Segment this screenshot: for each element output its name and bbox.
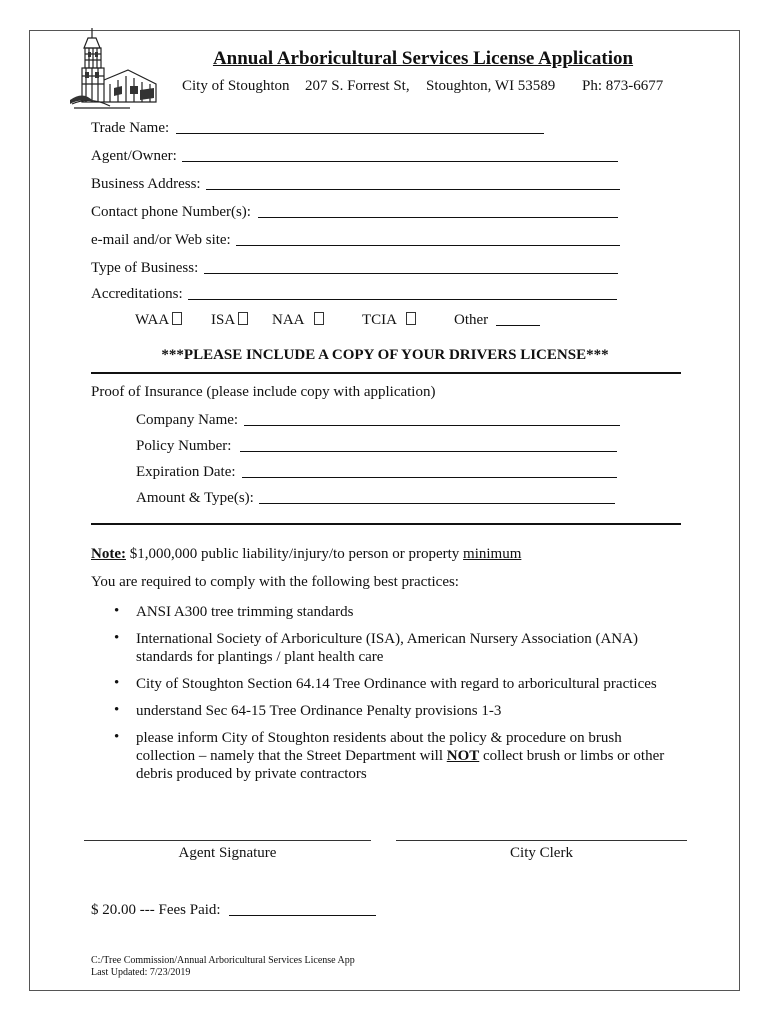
- practice-item-5-emphasis: NOT: [446, 748, 480, 764]
- business-address-label: Business Address:: [91, 176, 201, 192]
- header-street: 207 S. Forrest St,: [305, 78, 410, 94]
- checkbox-waa-box[interactable]: [172, 312, 182, 325]
- agent-owner-label: Agent/Owner:: [91, 148, 177, 164]
- checkbox-waa[interactable]: [135, 312, 182, 329]
- note-label: Note:: [91, 546, 126, 562]
- policy-number-field[interactable]: [240, 451, 617, 452]
- form-title: Annual Arboricultural Services License Application: [212, 48, 634, 69]
- header-city: City of Stoughton: [182, 78, 290, 94]
- bullet-marker: •: [114, 603, 120, 619]
- note-emphasis: minimum: [463, 546, 522, 562]
- checkbox-naa-box[interactable]: [314, 312, 324, 325]
- fees-paid-label: $ 20.00 --- Fees Paid:: [91, 902, 221, 918]
- practice-item-5: [136, 729, 676, 783]
- other-accreditation-field[interactable]: [496, 325, 540, 326]
- practices-intro: You are required to comply with the following best practices:: [91, 574, 459, 590]
- other-accreditation-label: Other: [454, 312, 489, 328]
- trade-name-field[interactable]: [176, 133, 544, 134]
- agent-signature-line[interactable]: [84, 840, 371, 841]
- agent-owner-field[interactable]: [182, 161, 618, 162]
- email-web-field[interactable]: [236, 245, 620, 246]
- checkbox-tcia[interactable]: [362, 312, 416, 329]
- footer-last-updated: Last Updated: 7/23/2019: [91, 967, 191, 978]
- expiration-date-label: Expiration Date:: [136, 464, 236, 480]
- city-clerk-signature-line[interactable]: [396, 840, 687, 841]
- practice-item-5-after: collect brush or limbs or other debris produced by private contractors: [136, 748, 665, 782]
- type-of-business-label: Type of Business:: [91, 260, 199, 276]
- other-accreditation: [454, 312, 488, 329]
- type-of-business-field[interactable]: [204, 273, 618, 274]
- city-clerk-label: City Clerk: [510, 845, 573, 861]
- insurance-heading: Proof of Insurance (please include copy with application): [91, 384, 436, 400]
- email-web-label: e-mail and/or Web site:: [91, 232, 231, 248]
- expiration-date-field[interactable]: [242, 477, 617, 478]
- checkbox-naa[interactable]: [272, 312, 324, 329]
- company-name-field[interactable]: [244, 425, 620, 426]
- trade-name-label: Trade Name:: [91, 120, 170, 136]
- company-name-label: Company Name:: [136, 412, 239, 428]
- bullet-marker: •: [114, 702, 120, 718]
- header-phone: Ph: 873-6677: [582, 78, 664, 94]
- bullet-marker: •: [114, 675, 120, 691]
- note-text: $1,000,000 public liability/injury/to person or property: [125, 546, 464, 562]
- section-divider-top: [91, 372, 681, 374]
- practice-item-5-before: please inform City of Stoughton residents about the policy & procedure on brush collection – namely that the Street Department will: [136, 730, 622, 764]
- footer-file-path: C:/Tree Commission/Annual Arboricultural Services License App: [91, 955, 355, 966]
- contact-phone-field[interactable]: [258, 217, 618, 218]
- amount-type-field[interactable]: [259, 503, 615, 504]
- contact-phone-label: Contact phone Number(s):: [91, 204, 251, 220]
- fees-paid-field[interactable]: [229, 915, 376, 916]
- checkbox-naa-label: NAA: [272, 312, 305, 328]
- bullet-marker: •: [114, 630, 120, 646]
- checkbox-isa-box[interactable]: [238, 312, 248, 325]
- accreditations-field[interactable]: [188, 299, 617, 300]
- practice-item-4: understand Sec 64-15 Tree Ordinance Penalty provisions 1-3: [136, 703, 502, 719]
- policy-number-label: Policy Number:: [136, 438, 232, 454]
- amount-type-label: Amount & Type(s):: [136, 490, 254, 506]
- header-city-state-zip: Stoughton, WI 53589: [426, 78, 556, 94]
- accreditations-label: Accreditations:: [91, 286, 183, 302]
- business-address-field[interactable]: [206, 189, 620, 190]
- practice-item-3: City of Stoughton Section 64.14 Tree Ordinance with regard to arboricultural practices: [136, 676, 657, 692]
- checkbox-isa[interactable]: [211, 312, 248, 329]
- drivers-license-notice: ***PLEASE INCLUDE A COPY OF YOUR DRIVERS LICENSE***: [161, 347, 609, 363]
- checkbox-tcia-box[interactable]: [406, 312, 416, 325]
- practice-item-1: ANSI A300 tree trimming standards: [136, 604, 354, 620]
- checkbox-waa-label: WAA: [135, 312, 170, 328]
- practice-item-2: International Society of Arboriculture (ISA), American Nursery Association (ANA) standards for plantings / plant health care: [136, 631, 638, 665]
- agent-signature-label: Agent Signature: [178, 845, 277, 861]
- bullet-marker: •: [114, 729, 120, 745]
- checkbox-isa-label: ISA: [211, 312, 236, 328]
- insurance-note: [91, 546, 521, 563]
- checkbox-tcia-label: TCIA: [362, 312, 397, 328]
- section-divider-bottom: [91, 523, 681, 525]
